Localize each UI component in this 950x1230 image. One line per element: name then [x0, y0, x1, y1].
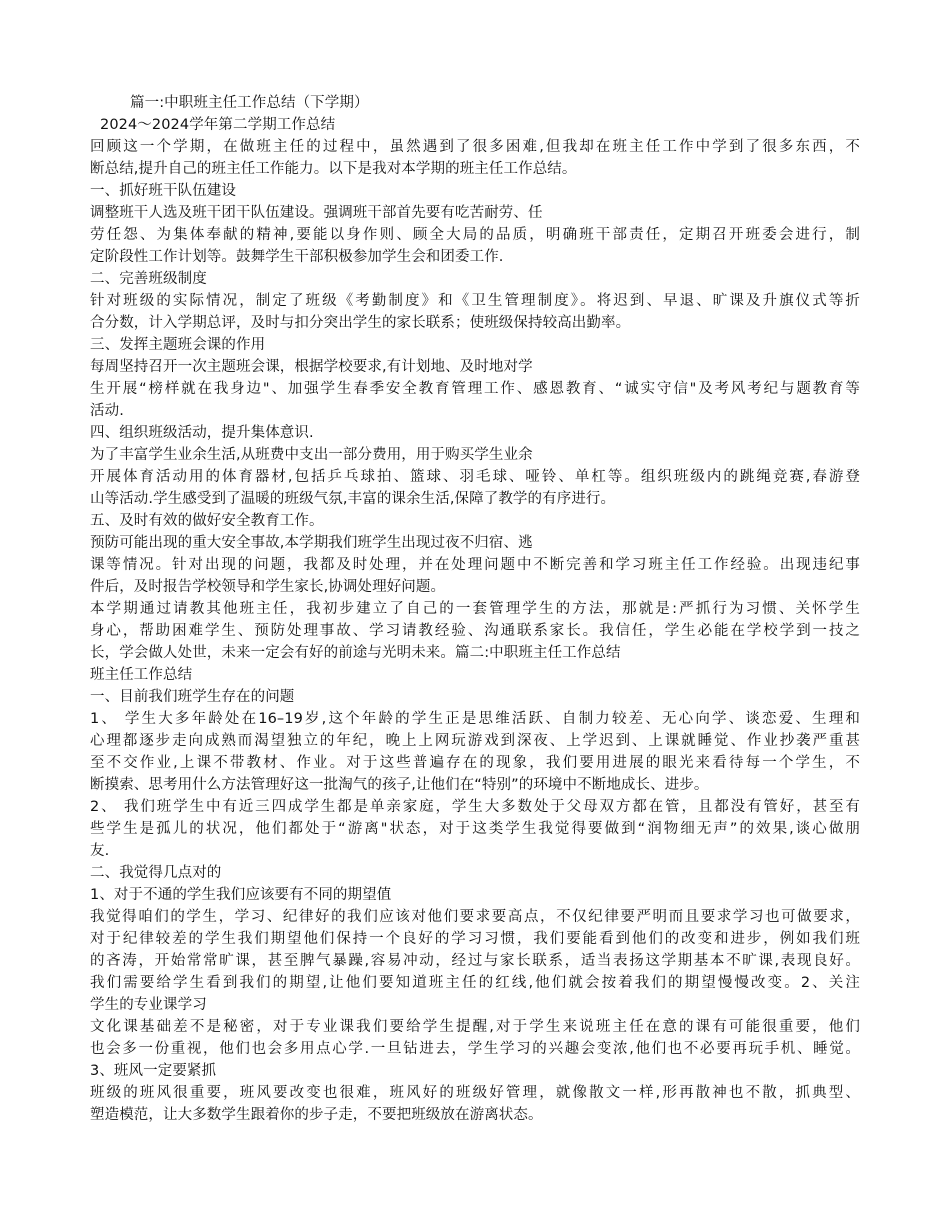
- section-heading: 三、发挥主题班会课的作用: [90, 337, 266, 353]
- text-line: 学生的专业课学习: [90, 997, 207, 1013]
- text-line: 我们需要给学生看到我们的期望,让他们要知道班主任的红线,他们就会按着我们的期望慢慢改变。2、关注: [90, 975, 860, 991]
- doc-subtitle: 2024～2024学年第二学期工作总结: [100, 117, 336, 133]
- text-line: 课等情况。针对出现的问题，我都及时处理，并在处理问题中不断完善和学习班主任工作经验。出现违纪事: [90, 557, 860, 573]
- text-line: 预防可能出现的重大安全事故,本学期我们班学生出现过夜不归宿、逃: [90, 535, 533, 551]
- section-heading: 一、抓好班干队伍建设: [90, 183, 236, 199]
- text-line: 长，学会做人处世，未来一定会有好的前途与光明未来。篇二:中职班主任工作总结: [90, 645, 621, 661]
- text-line: 每周坚持召开一次主题班会课，根据学校要求,有计划地、及时地对学: [90, 359, 533, 375]
- text-line: 断总结,提升自己的班主任工作能力。以下是我对本学期的班主任工作总结。: [90, 161, 577, 177]
- text-line: 班级的班风很重要，班风要改变也很难，班风好的班级好管理，就像散文一样,形再散神也不散，抓典型、: [90, 1085, 860, 1101]
- text-line: 些学生是孤儿的状况，他们都处于“游离"状态，对于这类学生我觉得要做到“润物细无声”的效果,谈心做朋: [90, 821, 860, 837]
- text-line: 友.: [90, 843, 110, 859]
- text-line: 我觉得咱们的学生，学习、纪律好的我们应该对他们要求要高点，不仅纪律要严明而且要求学习也可做要求，: [90, 909, 860, 925]
- text-line: 劳任怨、为集体奉献的精神,要能以身作则、顾全大局的品质，明确班干部责任，定期召开班委会进行，制: [90, 227, 860, 243]
- text-line: 生开展“榜样就在我身边"、加强学生春季安全教育管理工作、感恩教育、“诚实守信"及考风考纪与题教育等: [90, 381, 860, 397]
- section-heading: 1、对于不通的学生我们应该要有不同的期望值: [90, 887, 392, 903]
- text-line: 身心，帮助困难学生、预防处理事故、学习请教经验、沟通联系家长。我信任，学生必能在学校学到一技之: [90, 623, 860, 639]
- text-line: 2、 我们班学生中有近三四成学生都是单亲家庭，学生大多数处于父母双方都在管，且都没有管好，甚至有: [90, 799, 860, 815]
- text-line: 心理都逐步走向成熟而渴望独立的年纪，晚上上网玩游戏到深夜、上学迟到、上课就睡觉、作业抄袭严重甚: [90, 733, 860, 749]
- text-line: 也会多一份重视，他们也会多用点心学.一旦钻进去，学生学习的兴趣会变浓,他们也不必要再玩手机、睡觉。: [90, 1041, 860, 1057]
- text-line: 定阶段性工作计划等。鼓舞学生干部积极参加学生会和团委工作.: [90, 249, 504, 265]
- section-heading: 3、班风一定要紧抓: [90, 1063, 217, 1079]
- document-body: [90, 92, 860, 1126]
- text-line: 为了丰富学生业余生活,从班费中支出一部分费用，用于购买学生业余: [90, 447, 533, 463]
- section-heading: 四、组织班级活动，提升集体意识.: [90, 425, 314, 441]
- text-line: 针对班级的实际情况，制定了班级《考勤制度》和《卫生管理制度》。将迟到、早退、旷课及升旗仪式等折: [90, 293, 860, 309]
- doc-title: 篇一:中职班主任工作总结（下学期）: [130, 95, 369, 111]
- section-heading: 班主任工作总结: [90, 667, 193, 683]
- text-line: 至不交作业,上课不带教材、作业。对于这些普遍存在的现象，我们要用进展的眼光来看待每一个学生，不: [90, 755, 860, 771]
- text-line: 1、 学生大多年龄处在16–19岁,这个年龄的学生正是思维活跃、自制力较差、无心向学、谈恋爱、生理和: [90, 711, 860, 727]
- text-line: 的吝涛，开始常常旷课，甚至脾气暴躁,容易冲动，经过与家长联系，适当表扬这学期基本不旷课,表现良好。: [90, 953, 860, 969]
- text-line: 开展体育活动用的体育器材,包括乒乓球拍、篮球、羽毛球、哑铃、单杠等。组织班级内的跳绳竞赛,春游登: [90, 469, 860, 485]
- text-line: 对于纪律较差的学生我们期望他们保持一个良好的学习习惯，我们要能看到他们的改变和进步，例如我们班: [90, 931, 860, 947]
- section-heading: 二、完善班级制度: [90, 271, 207, 287]
- text-line: 件后，及时报告学校领导和学生家长,协调处理好问题。: [90, 579, 446, 595]
- text-line: 塑造模范，让大多数学生跟着你的步子走，不要把班级放在游离状态。: [90, 1107, 543, 1123]
- text-line: 断摸索、思考用什么方法管理好这一批淘气的孩子,让他们在“特别”的环境中不断地成长、进步。: [90, 777, 709, 793]
- section-heading: 一、目前我们班学生存在的问题: [90, 689, 295, 705]
- text-line: 调整班干人选及班干团干队伍建设。强调班干部首先要有吃苦耐劳、任: [90, 205, 543, 221]
- text-line: 本学期通过请教其他班主任，我初步建立了自己的一套管理学生的方法，那就是:严抓行为习惯、关怀学生: [90, 601, 860, 617]
- text-line: 活动.: [90, 403, 124, 419]
- text-line: 合分数，计入学期总评，及时与扣分突出学生的家长联系；使班级保持较高出勤率。: [90, 315, 631, 331]
- text-line: 回顾这一个学期，在做班主任的过程中，虽然遇到了很多困难,但我却在班主任工作中学到了很多东西，不: [90, 139, 860, 155]
- section-heading: 二、我觉得几点对的: [90, 865, 222, 881]
- text-line: 文化课基础差不是秘密，对于专业课我们要给学生提醒,对于学生来说班主任在意的课有可能很重要，他们: [90, 1019, 860, 1035]
- section-heading: 五、及时有效的做好安全教育工作。: [90, 513, 324, 529]
- text-line: 山等活动.学生感受到了温暖的班级气氛,丰富的课余生活,保障了教学的有序进行。: [90, 491, 616, 507]
